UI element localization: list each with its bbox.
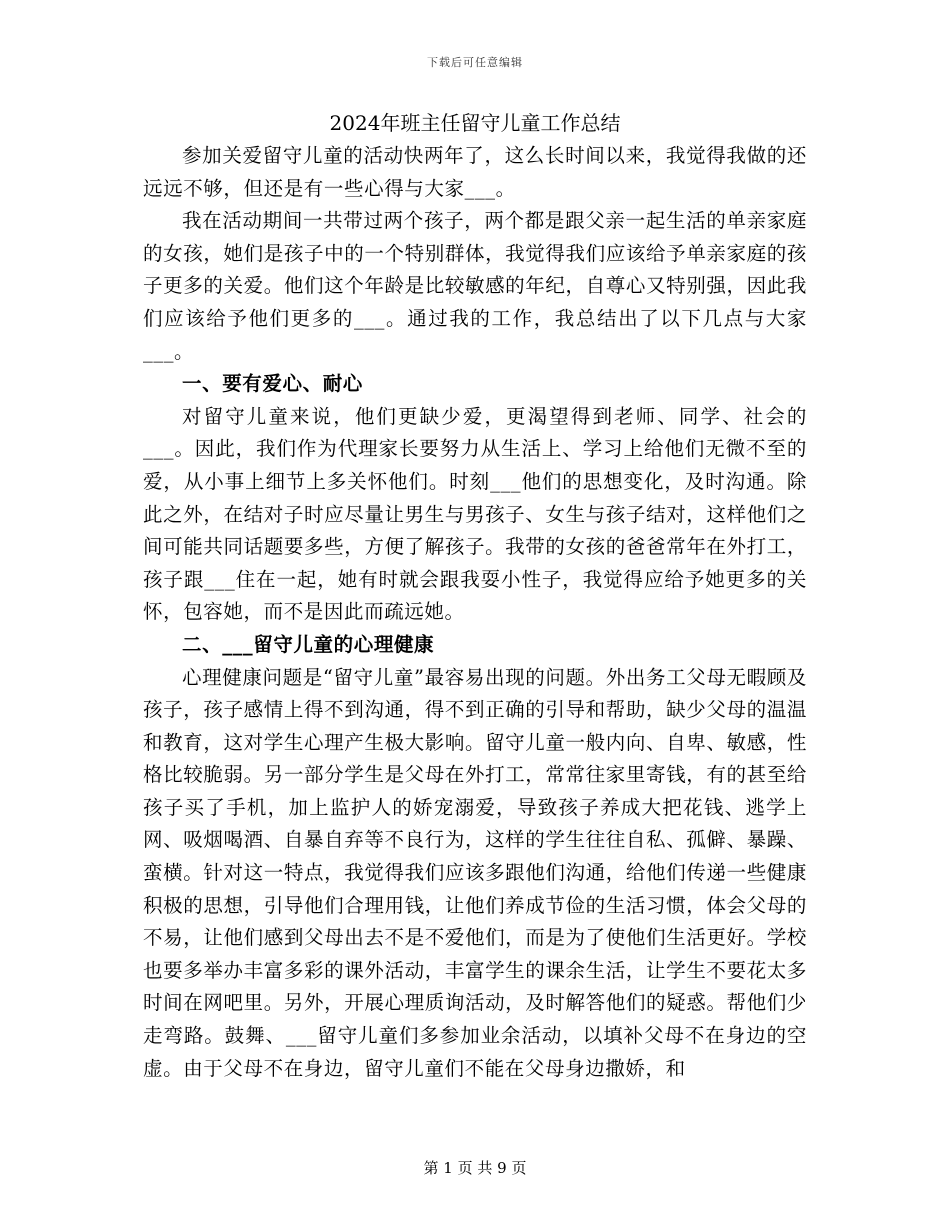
paragraph-part2-1: 心理健康问题是“留守儿童”最容易出现的问题。外出务工父母无暇顾及孩子，孩子感情上得不到沟通，得不到正确的引导和帮助，缺少父母的温温和教育，这对学生心理产生极大影响。留守儿童一般内向、自卑、敏感，性格比较脆弱。另一部分学生是父母在外打工，常常往家里寄钱，有的甚至给孩子买了手机，加上监护人的娇宠溺爱，导致孩子养成大把花钱、逃学上网、吸烟喝酒、自暴自弃等不良行为，这样的学生往往自私、孤僻、暴躁、蛮横。针对这一特点，我觉得我们应该多跟他们沟通，给他们传递一些健康积极的思想，引导他们合理用钱，让他们养成节俭的生活习惯，体会父母的不易，让他们感到父母出去不是不爱他们，而是为了使他们生活更好。学校也要多举办丰富多彩的课外活动，丰富学生的课余生活，让学生不要花太多时间在网吧里。另外，开展心理质询活动，及时解答他们的疑惑。帮他们少走弯路。鼓舞、___留守儿童们多参加业余活动，以填补父母不在身边的空虚。由于父母不在身边，留守儿童们不能在父母身边撒娇，和 [143,665,807,1080]
paragraph-part1-1: 对留守儿童来说，他们更缺少爱，更渴望得到老师、同学、社会的___。因此，我们作为代理家长要努力从生活上、学习上给他们无微不至的爱，从小事上细节上多关怀他们。时刻___他们的思想变化，及时沟通。除此之外，在结对子时应尽量让男生与男孩子、女生与孩子结对，这样他们之间可能共同话题要多些，方便了解孩子。我带的女孩的爸爸常年在外打工，孩子跟___住在一起，她有时就会跟我耍小性子，我觉得应给予她更多的关怀，包容她，而不是因此而疏远她。 [143,404,807,624]
document-body [143,108,807,1085]
page-footer: 第 1 页 共 9 页 [423,1159,527,1177]
paragraph-intro-2: 我在活动期间一共带过两个孩子，两个都是跟父亲一起生活的单亲家庭的女孩，她们是孩子中的一个特别群体，我觉得我们应该给予单亲家庭的孩子更多的关爱。他们这个年龄是比较敏感的年纪，自尊心又特别强，因此我们应该给予他们更多的___。通过我的工作，我总结出了以下几点与大家___。 [143,209,807,363]
section-heading-2: 二、___留守儿童的心理健康 [182,632,435,656]
document-title: 2024年班主任留守儿童工作总结 [329,111,621,135]
paragraph-intro-1: 参加关爱留守儿童的活动快两年了，这么长时间以来，我觉得我做的还远远不够，但还是有一些心得与大家___。 [143,144,807,200]
section-heading-1: 一、要有爱心、耐心 [182,372,363,396]
header-note: 下载后可任意编辑 [427,56,523,69]
